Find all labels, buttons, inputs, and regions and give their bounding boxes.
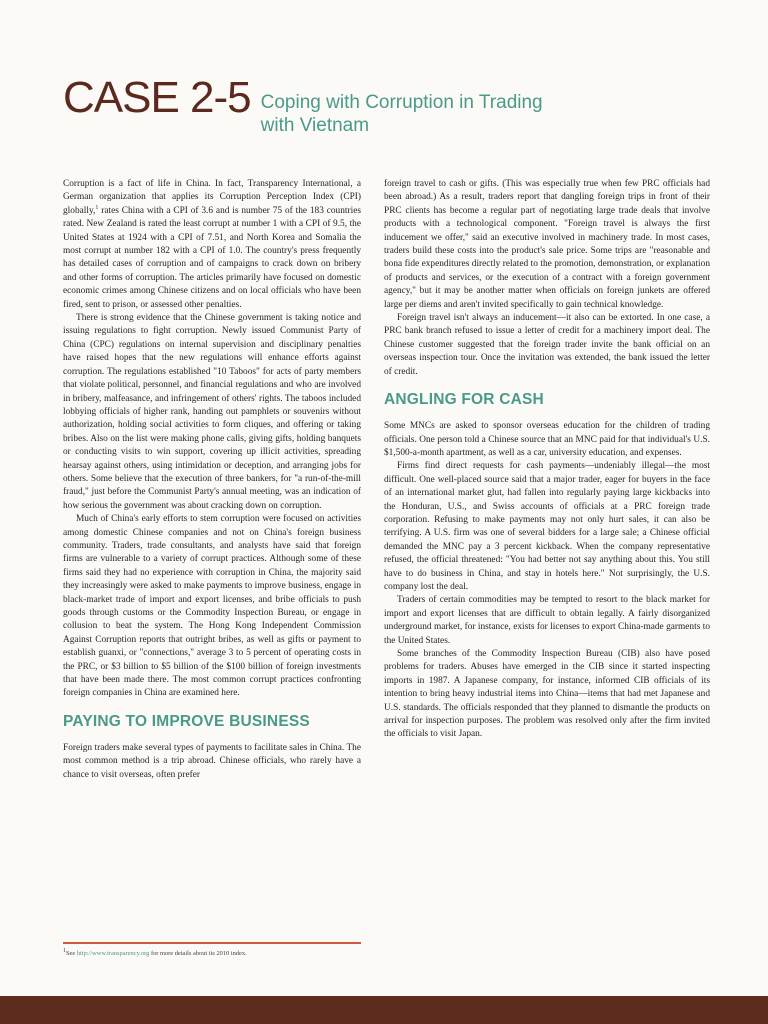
- case-number: CASE 2-5: [63, 73, 251, 122]
- paragraph: Corruption is a fact of life in China. In fact, Transparency International, a German organization that applies its Corruption Perception Index (CPI) globally,$^1$ rates China with a CPI of 3.6 and is number 75 of the 183 countries rated. New Zealand is rated the least corrupt at number 1 with a CPI of 9.5, the United States at 1924 with a CPI of 7.51, and North Korea and Somalia the most corrupt at number 182 with a CPI of 1.0. The country's press frequently has detailed cases of corruption and of campaigns to crack down on bribery and other forms of corruption. The articles primarily have focused on domestic economic crimes among Chinese citizens and on local officials who have been fired, sent to prison, or assessed other penalties.: [63, 179, 361, 310]
- case-title: [63, 72, 543, 137]
- paragraph: Much of China's early efforts to stem corruption were focused on activities among domestic Chinese companies and not on China's foreign business community. Traders, trade consultants, and analysts have said that foreign firms are vulnerable to a variety of corrupt practices. Although some of these firms said they had no experience with corruption in China, the majority said they increasingly were asked to make payments to improve business, engage in black-market trade of import and export licenses, and bribe officials to push goods through customs or the Commodity Inspection Bureau, or engage in collusion to beat the system. The Hong Kong Independent Commission Against Corruption reports that outright bribes, as well as gifts or payment to establish guanxi, or "connections," average 3 to 5 percent of operating costs in the PRC, or $3 billion to $5 billion of the $100 billion of foreign investments that have been made there. The most common corrupt practices confronting foreign companies in China are examined here.: [63, 514, 361, 699]
- paragraph: Some branches of the Commodity Inspection Bureau (CIB) also have posed problems for traders. Abuses have emerged in the CIB since it started inspecting imports in 1987. A Japanese company, for instance, informed CIB officials of its intention to bring heavy industrial items into China—items that had met Japanese and U.S. standards. The officials responded that they planned to dismantle the products on arrival for inspection purposes. The problem was resolved only after the firm invited the officials to visit Japan.: [384, 649, 710, 740]
- left-column: [63, 178, 361, 782]
- footnote: $^1$See http://www.transparency.org for more details about its 2010 index.: [63, 947, 247, 957]
- paragraph: Firms find direct requests for cash payments—undeniably illegal—the most difficult. One well-placed source said that a major trader, eager for buyers in the face of an international market glut, had fallen into regularly paying large kickbacks into the Honduran, U.S., and Swiss accounts of officials at a PRC foreign trade corporation. Refusing to make payments may not only hurt sales, it can also be terrifying. A U.S. firm was one of several bidders for a large sale; a Chinese official demanded the MNC pay a 3 percent kickback. When the company representative refused, the official threatened: "You had better not say anything about this. You still have to do business in China, and stay in hotels here." Not surprisingly, the U.S. company lost the deal.: [384, 461, 710, 592]
- section-heading-paying: PAYING TO IMPROVE BUSINESS: [63, 712, 310, 730]
- case-subtitle-line-2: with Vietnam: [260, 115, 370, 136]
- section-heading-angling: ANGLING FOR CASH: [384, 391, 544, 409]
- case-subtitle-line-1: Coping with Corruption in Trading: [260, 92, 543, 113]
- footer-bar: [0, 996, 768, 1024]
- paragraph: There is strong evidence that the Chinese government is taking notice and issuing regulations to fight corruption. Newly issued Communist Party of China (CPC) regulations on internal supervision and disciplinary penalties have raised hopes that the new regulations will enhance efforts against corruption. The regulations established "10 Taboos" for acts of party members that violate political, personnel, and financial regulations and who are involved in bribery, malfeasance, and infringement of others' rights. The taboos included lobbying officials of higher rank, handing out pamphlets or souvenirs without authorization, holding social activities to form cliques, and offering or taking bribes. Also on the list were making phone calls, giving gifts, holding banquets or conducting visits to win support, covering up illicit activities, spreading hearsay against others, using intimidation or deception, and arranging jobs for others. Some believe that the execution of three bankers, for "a run-of-the-mill fraud," just before the Communist Party's annual meeting, was an indication of how serious the government was about cracking down on corruption.: [63, 313, 361, 511]
- footnote-divider: [63, 942, 361, 944]
- paragraph: foreign travel to cash or gifts. (This was especially true when few PRC officials had been abroad.) As a result, traders report that dangling foreign trips in front of their PRC clients has become a regular part of negotiating large trade deals that involve products with a technological component. "Foreign travel is always the first inducement we offer," said an executive involved in machinery trade. In most cases, traders build these costs into the product's sale price. Some trips are "reasonable and bona fide expenditures directly related to the promotion, demonstration, or explanation of products and services, or the execution of a contract with a foreign government agency," but it may be another matter when officials on foreign junkets are offered large per diems and aren't invited specifically to gain technical knowledge.: [384, 179, 710, 310]
- paragraph: Traders of certain commodities may be tempted to resort to the black market for import and export licenses that are difficult to obtain legally. A fairly disorganized underground market, for instance, exists for licenses to export China-made garments to the United States.: [384, 595, 710, 646]
- footnote-link[interactable]: http://www.transparency.org: [76, 950, 150, 957]
- paragraph: Foreign traders make several types of payments to facilitate sales in China. The most common method is a trip abroad. Chinese officials, who rarely have a chance to visit overseas, often prefer: [63, 742, 361, 780]
- paragraph: Foreign travel isn't always an inducement—it also can be extorted. In one case, a PRC bank branch refused to issue a letter of credit for a machinery import deal. The Chinese customer suggested that the foreign trader invite the bank official on an overseas inspection tour. Once the invitation was extended, the bank issued the letter of credit.: [384, 313, 710, 377]
- case-subtitle: [261, 91, 543, 137]
- footnote-marker: 1: [95, 204, 99, 211]
- right-column: [384, 178, 710, 742]
- paragraph: Some MNCs are asked to sponsor overseas education for the children of trading officials. One person told a Chinese source that an MNC paid for that individual's U.S. $1,500-a-month apartment, as well as a car, university education, and expenses.: [384, 421, 710, 458]
